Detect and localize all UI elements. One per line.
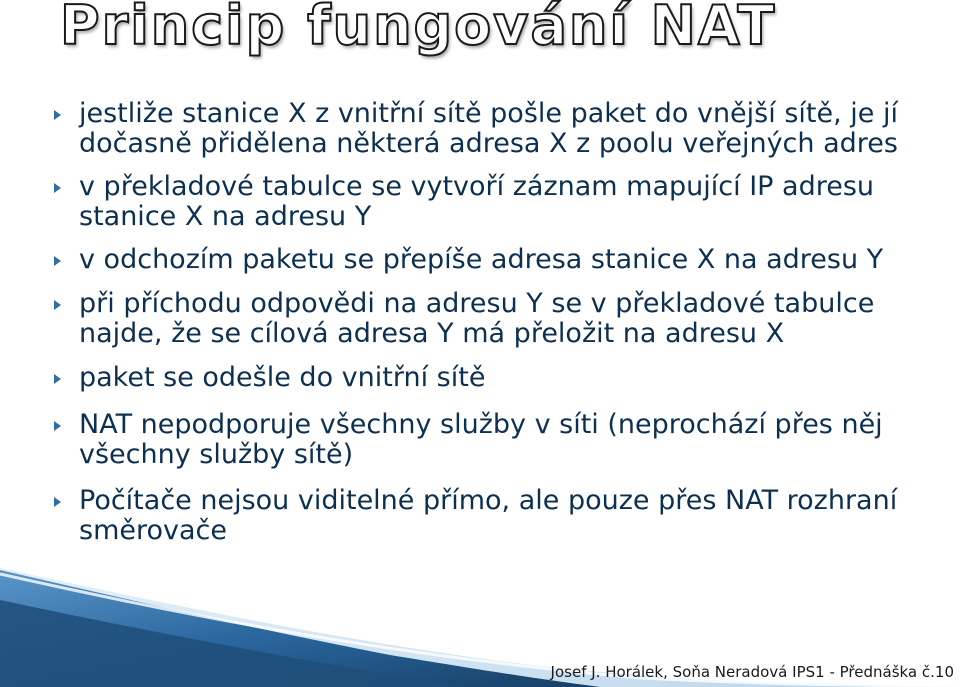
- bullet-list: [48, 99, 953, 546]
- bullet-text: jestliže stanice X z vnitřní sítě pošle paket do vnější sítě, je jí dočasně přidělena některá adresa X z poolu veřejných adres: [79, 98, 898, 159]
- bullet-item: [48, 410, 953, 470]
- slide-footer: Josef J. Horálek, Soňa Neradová IPS1 - Přednáška č.10: [550, 663, 954, 681]
- bullet-item: [48, 289, 953, 349]
- bullet-text: v překladové tabulce se vytvoří záznam mapující IP adresu stanice X na adresu Y: [79, 171, 875, 232]
- triangle-right-icon: [54, 497, 61, 507]
- bullet-text: v odchozím paketu se přepíše adresa stanice X na adresu Y: [79, 244, 884, 275]
- triangle-right-icon: [54, 110, 61, 120]
- bullet-item: [48, 172, 953, 232]
- bullet-text: při příchodu odpovědi na adresu Y se v překladové tabulce najde, že se cílová adresa Y má přeložit na adresu X: [79, 288, 875, 349]
- bullet-item: [48, 363, 953, 393]
- triangle-right-icon: [54, 300, 61, 310]
- bullet-item: [48, 99, 953, 159]
- triangle-right-icon: [54, 183, 61, 193]
- triangle-right-icon: [54, 374, 61, 384]
- bullet-text: paket se odešle do vnitřní sítě: [79, 362, 486, 393]
- triangle-right-icon: [54, 256, 61, 266]
- bullet-text: NAT nepodporuje všechny služby v síti (neprochází přes něj všechny služby sítě): [79, 409, 883, 470]
- bullet-item: [48, 486, 953, 546]
- triangle-right-icon: [54, 421, 61, 431]
- bullet-text: Počítače nejsou viditelné přímo, ale pouze přes NAT rozhraní směrovače: [79, 485, 898, 546]
- bullet-item: [48, 245, 953, 275]
- slide-title: Princip fungování NAT: [60, 0, 777, 57]
